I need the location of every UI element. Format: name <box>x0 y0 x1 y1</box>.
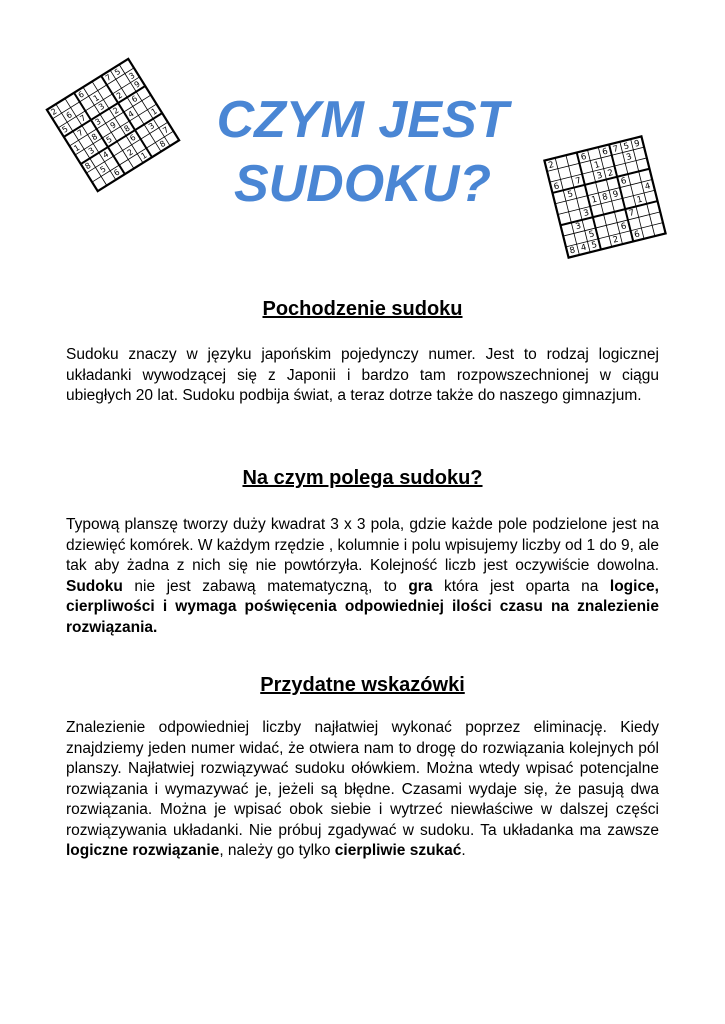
svg-text:6: 6 <box>579 151 588 163</box>
sudoku-grid-icon <box>532 124 678 270</box>
svg-text:6: 6 <box>601 146 609 158</box>
svg-text:7: 7 <box>627 208 636 220</box>
svg-text:1: 1 <box>149 106 159 117</box>
svg-text:5: 5 <box>60 124 70 135</box>
rules-bold-3: logice, cierpliwości i wymaga poświęcenia odpowiedniej ilości czasu na znalezienie rozwiązania. <box>66 577 659 636</box>
rules-text-1: Typową planszę tworzy duży kwadrat 3 x 3 pola, gdzie każde pole podzielone jest na dziewięć komórek. W każdym rzędzie , kolumnie i polu wpisujemy liczby od 1 do 9, ale tak aby żadna z nich się nie powtórzyła. Kolejność liczb jest oczywiście dowolna. <box>66 516 659 574</box>
svg-text:2: 2 <box>111 105 121 116</box>
svg-text:5: 5 <box>113 66 123 78</box>
svg-text:3: 3 <box>127 70 137 82</box>
section-heading-rules: Na czym polega sudoku? <box>242 467 483 489</box>
section-text-rules <box>66 515 659 638</box>
svg-text:2: 2 <box>114 90 124 101</box>
svg-text:7: 7 <box>611 143 620 155</box>
svg-text:6: 6 <box>619 175 628 187</box>
svg-text:9: 9 <box>108 120 118 131</box>
svg-text:1: 1 <box>593 159 601 171</box>
svg-text:5: 5 <box>622 141 631 153</box>
svg-text:5: 5 <box>104 134 114 145</box>
svg-text:6: 6 <box>552 181 561 193</box>
svg-text:1: 1 <box>635 194 644 206</box>
rules-text-3: która jest oparta na <box>432 577 610 595</box>
svg-text:4: 4 <box>101 149 111 161</box>
tips-text-2: , należy go tylko <box>219 842 335 859</box>
svg-text:7: 7 <box>78 113 88 124</box>
section-heading-origin: Pochodzenie sudoku <box>262 298 463 320</box>
svg-text:5: 5 <box>590 239 599 252</box>
rules-text-2: nie jest zabawą matematyczną, to <box>122 577 409 595</box>
svg-text:9: 9 <box>633 138 642 150</box>
tips-text-1: Znalezienie odpowiedniej liczby najłatwiej wykonać poprzez eliminację. Kiedy znajdziemy jeden numer widać, że otwiera nam to drogę do rozwiązania kolejnych pól planszy. Najłatwiej rozwiązywać sudoku ołówkiem. Można wtedy wpisać potencjalne rozwiązania i wymazywać je, jeżeli są błędne. Czasami wydaje się, że pasują dwa rozwiązania. Można je wpisać obok siebie i wytrzeć niewłaściwe w dalszej części rozwiązywania układanki. Nie próbuj zgadywać w sudoku. Ta układanka ma zawsze <box>66 719 659 839</box>
svg-text:6: 6 <box>633 229 641 241</box>
svg-text:7: 7 <box>574 175 583 187</box>
svg-text:6: 6 <box>76 89 86 100</box>
svg-text:8: 8 <box>83 160 93 172</box>
section-heading-tips: Przydatne wskazówki <box>260 674 465 696</box>
svg-text:4: 4 <box>643 181 652 193</box>
tips-bold-1: logiczne rozwiązanie <box>66 842 220 859</box>
svg-text:2: 2 <box>611 234 620 246</box>
page-title <box>180 88 545 216</box>
rules-bold-1: Sudoku <box>66 577 123 595</box>
svg-text:2: 2 <box>547 160 556 172</box>
svg-text:5: 5 <box>566 189 575 201</box>
svg-text:3: 3 <box>582 207 591 219</box>
svg-text:9: 9 <box>132 79 142 90</box>
rules-bold-2: gra <box>408 577 433 595</box>
svg-text:6: 6 <box>64 110 74 121</box>
page-title-line-2: SUDOKU? <box>233 155 492 213</box>
section-text-origin: Sudoku znaczy w języku japońskim pojedynczy numer. Jest to rodzaj logicznej układanki wywodzącej się z Japonii i bardzo tam rozpowszechnionej w ciągu ubiegłych 20 lat. Sudoku podbija świat, a teraz dotrze także do naszego gimnazjum. <box>66 346 659 404</box>
svg-text:8: 8 <box>568 245 577 257</box>
svg-text:4: 4 <box>126 109 136 120</box>
sudoku-grid-left <box>40 52 186 198</box>
svg-text:3: 3 <box>86 145 96 157</box>
svg-text:1: 1 <box>139 150 149 161</box>
svg-text:3: 3 <box>625 151 633 163</box>
svg-text:3: 3 <box>146 121 157 132</box>
svg-text:3: 3 <box>574 221 583 233</box>
svg-text:5: 5 <box>98 164 108 175</box>
section-text-tips <box>66 718 659 862</box>
sudoku-grid-icon <box>40 52 186 198</box>
svg-text:2: 2 <box>606 167 615 179</box>
svg-text:3: 3 <box>93 116 103 128</box>
svg-text:2: 2 <box>125 147 135 158</box>
svg-text:8: 8 <box>90 131 100 143</box>
svg-text:1: 1 <box>72 143 82 154</box>
svg-text:1: 1 <box>91 93 101 104</box>
svg-text:1: 1 <box>590 194 599 206</box>
page-title-line-1: CZYM JEST <box>216 91 509 149</box>
svg-text:7: 7 <box>75 127 85 139</box>
svg-text:5: 5 <box>587 229 596 241</box>
svg-text:7: 7 <box>161 125 171 136</box>
svg-text:7: 7 <box>103 72 113 83</box>
svg-text:4: 4 <box>579 242 588 254</box>
svg-text:6: 6 <box>128 132 138 144</box>
tips-text-3: . <box>461 842 466 859</box>
svg-text:8: 8 <box>601 191 609 203</box>
svg-text:9: 9 <box>611 189 620 201</box>
svg-text:3: 3 <box>97 101 107 112</box>
svg-text:6: 6 <box>130 93 140 105</box>
svg-text:6: 6 <box>619 221 628 233</box>
svg-text:2: 2 <box>49 106 59 117</box>
tips-bold-2: cierpliwie szukać <box>334 842 462 859</box>
svg-text:3: 3 <box>595 170 604 182</box>
svg-text:8: 8 <box>158 138 168 150</box>
svg-text:6: 6 <box>112 167 122 178</box>
sudoku-grid-right <box>532 124 678 270</box>
svg-text:8: 8 <box>122 123 132 134</box>
